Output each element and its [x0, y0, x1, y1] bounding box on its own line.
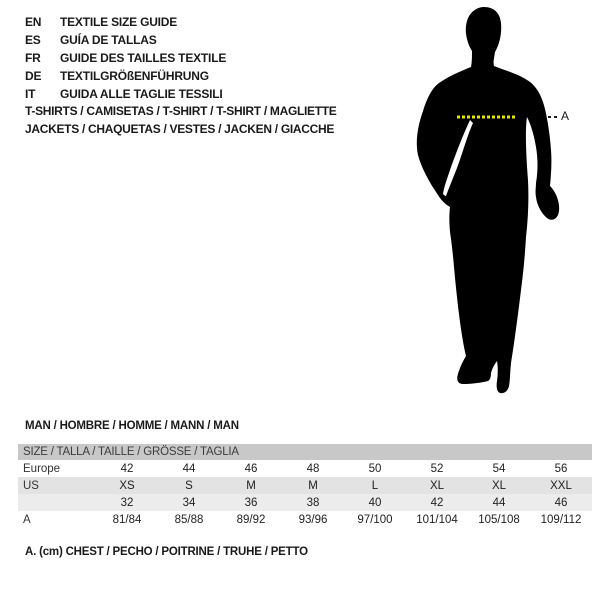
size-cell: 52: [430, 462, 444, 475]
language-row: [25, 13, 226, 31]
size-cell: 40: [368, 496, 382, 509]
row-label: [18, 494, 96, 511]
size-cell: M: [246, 479, 256, 492]
category-tshirts: T-SHIRTS / CAMISETAS / T-SHIRT / T-SHIRT / MAGLIETTE: [25, 104, 337, 118]
size-cell: S: [185, 479, 193, 492]
language-row: [25, 49, 226, 67]
size-cell: 38: [306, 496, 320, 509]
size-table-header-row: [18, 444, 592, 460]
language-label: TEXTILGRÖßENFÜHRUNG: [60, 69, 209, 83]
table-row-numeric: [18, 494, 592, 511]
section-title-man: MAN / HOMBRE / HOMME / MANN / MAN: [25, 420, 239, 432]
size-cell: 97/100: [357, 513, 393, 526]
size-cell: 56: [554, 462, 568, 475]
language-list: [25, 13, 226, 103]
language-label: GUÍA DE TALLAS: [60, 33, 157, 47]
category-jackets: JACKETS / CHAQUETAS / VESTES / JACKEN / GIACCHE: [25, 122, 335, 136]
size-cell: 32: [120, 496, 134, 509]
language-code: EN: [25, 15, 42, 29]
language-label: GUIDE DES TAILLES TEXTILE: [60, 51, 227, 65]
language-label: GUIDA ALLE TAGLIE TESSILI: [60, 87, 223, 101]
table-row-europe: [18, 460, 592, 477]
size-table: [18, 444, 592, 528]
table-row-us: [18, 477, 592, 494]
size-cell: XL: [491, 479, 507, 492]
language-label: TEXTILE SIZE GUIDE: [60, 15, 178, 29]
size-cell: 44: [182, 462, 196, 475]
size-cell: 48: [306, 462, 320, 475]
size-cell: 46: [244, 462, 258, 475]
language-code: ES: [25, 33, 41, 47]
size-cell: 42: [120, 462, 134, 475]
man-silhouette-figure: [412, 5, 564, 397]
size-cell: XS: [119, 479, 135, 492]
language-row: [25, 67, 226, 85]
size-cell: 46: [554, 496, 568, 509]
size-cell: 81/84: [112, 513, 142, 526]
size-cell: 101/104: [416, 513, 458, 526]
size-cell: 105/108: [478, 513, 520, 526]
language-code: FR: [25, 51, 41, 65]
size-cell: 54: [492, 462, 506, 475]
size-cell: 50: [368, 462, 382, 475]
size-cell: 44: [492, 496, 506, 509]
size-cell: XL: [429, 479, 445, 492]
garment-categories: [25, 102, 337, 138]
measure-label-a: A: [561, 109, 570, 123]
measurement-footnote: A. (cm) CHEST / PECHO / POITRINE / TRUHE / PETTO: [25, 546, 308, 558]
row-label: US: [23, 479, 39, 492]
size-cell: 85/88: [174, 513, 204, 526]
table-row-chest-a: [18, 511, 592, 528]
language-code: IT: [25, 87, 36, 101]
language-code: DE: [25, 69, 42, 83]
language-row: [25, 31, 226, 49]
size-cell: 36: [244, 496, 258, 509]
size-cell: XXL: [550, 479, 572, 492]
row-label: Europe: [23, 462, 61, 475]
row-label: A: [23, 513, 31, 526]
size-cell: M: [308, 479, 318, 492]
size-cell: 42: [430, 496, 444, 509]
language-row: [25, 85, 226, 103]
size-cell: 34: [182, 496, 196, 509]
size-cell: 89/92: [236, 513, 266, 526]
size-cell: 109/112: [540, 513, 582, 526]
size-table-header: SIZE / TALLA / TAILLE / GRÖSSE / TAGLIA: [18, 444, 592, 460]
man-silhouette-icon: [412, 5, 564, 397]
size-cell: 93/96: [298, 513, 328, 526]
size-cell: L: [371, 479, 379, 492]
